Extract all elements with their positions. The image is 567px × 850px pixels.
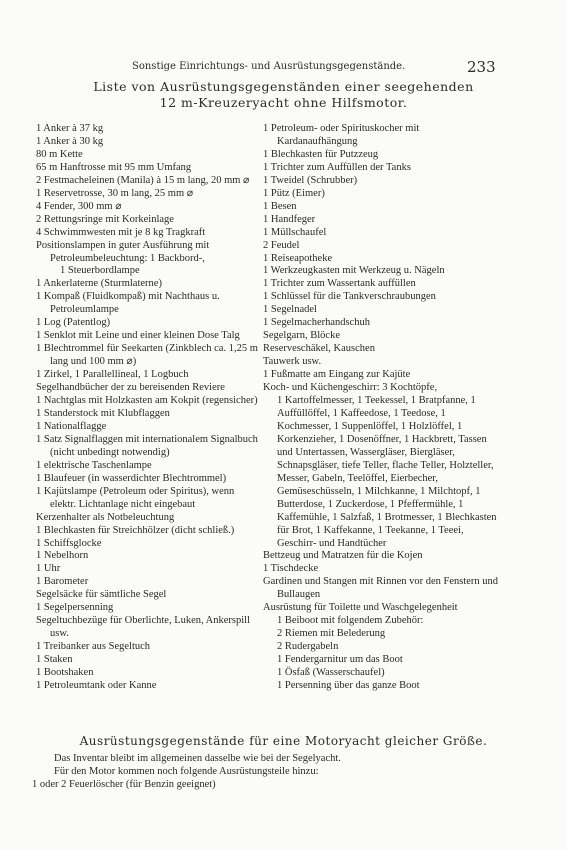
- closing-line: Für den Motor kommen noch folgende Ausrüstungsteile hinzu:: [54, 766, 319, 777]
- list-item: 1 Blechkasten für Streichhölzer (dicht schließ.): [36, 524, 235, 536]
- list-item: 2 Feudel: [263, 239, 300, 251]
- list-item: 2 Rudergabeln: [277, 641, 339, 653]
- list-item: 1 Petroleum- oder Spirituskocher mit Kardanaufhängung: [263, 123, 420, 147]
- list-item: 1 Standerstock mit Klubflaggen: [36, 407, 170, 419]
- list-item: 1 Blaufeuer (in wasserdichter Blechtrommel): [36, 472, 227, 484]
- list-item: 1 Blechkasten für Putzzeug: [263, 148, 379, 160]
- list-item: Koch- und Küchengeschirr: 3 Kochtöpfe,: [263, 382, 438, 394]
- list-item: 1 Fußmatte am Eingang zur Kajüte: [263, 369, 411, 381]
- list-item: 1 Trichter zum Wassertank auffüllen: [263, 278, 416, 290]
- list-item: Kerzenhalter als Notbeleuchtung: [36, 511, 175, 523]
- list-item: 1 Treibanker aus Segeltuch: [36, 641, 151, 653]
- list-item: 1 Persenning über das ganze Boot: [277, 679, 420, 691]
- list-item: 1 Nebelhorn: [36, 550, 89, 562]
- list-item: 1 Schiffsglocke: [36, 537, 102, 549]
- list-item: 1 Barometer: [36, 576, 89, 588]
- list-item: Gardinen und Stangen mit Rinnen vor den Fenstern und Bullaugen: [263, 576, 499, 601]
- list-item: 1 Fendergarnitur um das Boot: [277, 654, 403, 666]
- list-item: 80 m Kette: [36, 148, 83, 160]
- list-item: 1 elektrische Taschenlampe: [36, 459, 152, 471]
- list-item: 1 Anker à 30 kg: [36, 135, 104, 147]
- list-item: Segeltuchbezüge für Oberlichte, Luken, Ankerspill usw.: [36, 615, 251, 640]
- list-item: 1 Satz Signalflaggen mit internationalem Signalbuch (nicht unbedingt notwendig): [36, 433, 258, 458]
- list-item: 1 Nachtglas mit Holzkasten am Kokpit (regensicher): [36, 395, 258, 407]
- list-item: 1 Ösfaß (Wasserschaufel): [277, 667, 385, 679]
- list-item: 1 Tweidel (Schrubber): [263, 174, 358, 186]
- list-item: 1 Trichter zum Auffüllen der Tanks: [263, 161, 411, 173]
- list-item: 1 Besen: [263, 200, 297, 212]
- list-item: 1 Bootshaken: [36, 667, 94, 679]
- list-item: Tauwerk usw.: [263, 356, 322, 368]
- list-item: 1 Pütz (Eimer): [263, 187, 325, 199]
- list-item: Segelsäcke für sämtliche Segel: [36, 589, 167, 601]
- list-item: 1 Segelpersenning: [36, 602, 114, 614]
- list-item: Positionslampen in guter Ausführung mit Petroleumbeleuchtung: 1 Backbord-,: [36, 239, 210, 264]
- page-number: 233: [467, 58, 496, 76]
- list-item: 1 Log (Patentlog): [36, 317, 111, 329]
- list-item: 1 Senklot mit Leine und einer kleinen Dose Talg: [36, 330, 240, 342]
- list-item: 1 Tischdecke: [263, 563, 319, 575]
- section-heading: Ausrüstungsgegenstände für eine Motoryacht gleicher Größe.: [79, 734, 488, 748]
- list-item: 1 Nationalflagge: [36, 420, 107, 432]
- closing-line: Das Inventar bleibt im allgemeinen dasselbe wie bei der Segelyacht.: [54, 753, 341, 764]
- list-item: 1 Kajütslampe (Petroleum oder Spiritus), wenn elektr. Lichtanlage nicht eingebaut: [36, 485, 235, 510]
- left-column: [36, 123, 260, 693]
- list-item: 1 Reiseapotheke: [263, 252, 333, 264]
- list-item: 2 Riemen mit Belederung: [277, 628, 386, 640]
- list-item: 1 Beiboot mit folgendem Zubehör:: [277, 615, 424, 627]
- closing-line: 1 oder 2 Feuerlöscher (für Benzin geeignet): [32, 779, 216, 790]
- closing-paragraph: [32, 752, 502, 791]
- list-item: Segelhandbücher der zu bereisenden Reviere: [36, 382, 225, 394]
- list-item: 1 Steuerbordlampe: [60, 265, 140, 277]
- list-item: 1 Ankerlaterne (Sturmlaterne): [36, 278, 162, 290]
- list-item: 1 Werkzeugkasten mit Werkzeug u. Nägeln: [263, 265, 445, 277]
- list-item: 1 Staken: [36, 654, 73, 666]
- list-item: Ausrüstung für Toilette und Waschgelegenheit: [263, 602, 458, 614]
- list-item: 1 Schlüssel für die Tankverschraubungen: [263, 291, 436, 303]
- right-column: [263, 123, 501, 693]
- list-item: 1 Zirkel, 1 Parallellineal, 1 Logbuch: [36, 369, 189, 381]
- list-item: 1 Kartoffelmesser, 1 Teekessel, 1 Bratpfanne, 1 Auffüllöffel, 1 Kaffeedose, 1 Teedose, 1 Kochmesser, 1 Suppenlöffel, 1 Holzlöffel, 1 Korkenzieher, 1 Dosenöffner, 1 Hackbrett, Tassen und Untertassen, Wassergläser, Biergläser, Schnapsgläser, tiefe Teller, flache Teller, Holzteller, Messer, Gabeln, Teelöffel, Eierbecher, Gemüseschüsseln, 1 Milchkanne, 1 Milchtopf, 1 Butterdose, 1 Zuckerdose, 1 Pfeffermühle, 1 Kaffemühle, 1 Salzfaß, 1 Brotmesser, 1 Blechkasten für Brot, 1 Kaffekanne, 1 Teekanne, 1 Teeei, Geschirr- und Handtücher: [277, 395, 497, 549]
- list-item: Segelgarn, Blöcke: [263, 330, 340, 342]
- list-item: 1 Müllschaufel: [263, 226, 327, 238]
- list-item: 1 Uhr: [36, 563, 61, 575]
- list-item: 1 Anker à 37 kg: [36, 123, 104, 134]
- list-item: 1 Petroleumtank oder Kanne: [36, 679, 157, 691]
- list-item: 1 Segelnadel: [263, 304, 317, 316]
- running-head: Sonstige Einrichtungs- und Ausrüstungsgegenstände.: [132, 61, 406, 72]
- list-title-line-2: 12 m-Kreuzeryacht ohne Hilfsmotor.: [159, 95, 408, 110]
- list-item: 1 Blechtrommel für Seekarten (Zinkblech ca. 1,25 m lang und 100 mm ⌀): [36, 343, 258, 368]
- list-item: 2 Festmacheleinen (Manila) à 15 m lang, 20 mm ⌀: [36, 174, 250, 186]
- list-item: 4 Schwimmwesten mit je 8 kg Tragkraft: [36, 226, 206, 238]
- list-item: 65 m Hanftrosse mit 95 mm Umfang: [36, 161, 192, 173]
- list-item: 1 Kompaß (Fluidkompaß) mit Nachthaus u. Petroleumlampe: [36, 291, 220, 316]
- list-item: 1 Handfeger: [263, 213, 316, 225]
- list-item: 2 Rettungsringe mit Korkeinlage: [36, 213, 174, 225]
- list-title-line-1: Liste von Ausrüstungsgegenständen einer seegehenden: [93, 79, 474, 94]
- list-item: 4 Fender, 300 mm ⌀: [36, 200, 122, 212]
- list-item: Reserveschäkel, Kauschen: [263, 343, 375, 355]
- list-item: 1 Reservetrosse, 30 m lang, 25 mm ⌀: [36, 187, 194, 199]
- list-item: 1 Segelmacherhandschuh: [263, 317, 371, 329]
- list-item: Bettzeug und Matratzen für die Kojen: [263, 550, 423, 562]
